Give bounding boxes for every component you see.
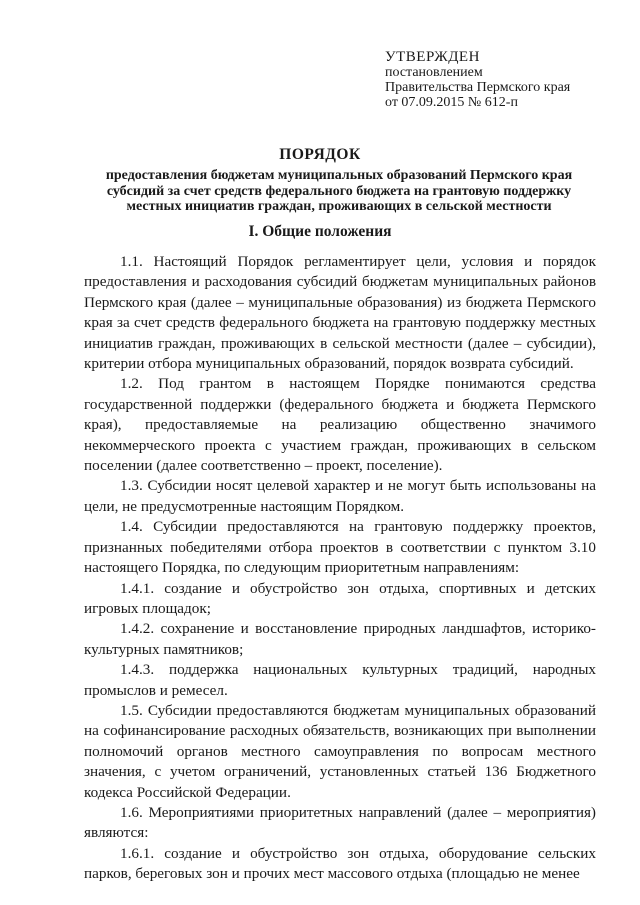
paragraph: 1.5. Субсидии предоставляются бюджетам муниципальных образований на софинансирование расходных обязательств, возникающих при выполнении полномочий органов местного самоуправления по вопросам местного значения, с учетом ограничений, установленных статьей 136 Бюджетного кодекса Российской Федерации. bbox=[84, 701, 596, 801]
approval-stamp bbox=[385, 50, 570, 110]
paragraph: 1.4.1. создание и обустройство зон отдыха, спортивных и детских игровых площадок; bbox=[84, 579, 596, 617]
approval-heading: УТВЕРЖДЕН bbox=[385, 49, 480, 65]
paragraph: 1.6. Мероприятиями приоритетных направлений (далее – мероприятия) являются: bbox=[84, 803, 596, 842]
paragraph: 1.1. Настоящий Порядок регламентирует цели, условия и порядок предоставления и расходования субсидий бюджетам муниципальных районов Пермского края (далее – муниципальные образования) из бюджета Пермского края за счет средств федерального бюджета на грантовую поддержку местных инициатив граждан, проживающих в сельской местности (далее – субсидии), критерии отбора муниципальных образований, порядок возврата субсидий. bbox=[84, 253, 596, 373]
paragraph: 1.6.1. создание и обустройство зон отдыха, оборудование сельских парков, береговых зон и прочих мест массового отдыха (площадью не менее bbox=[84, 844, 596, 883]
paragraph: 1.3. Субсидии носят целевой характер и не могут быть использованы на цели, не предусмотренные настоящим Порядком. bbox=[84, 477, 596, 515]
approval-line: постановлением bbox=[385, 65, 483, 80]
approval-line: от 07.09.2015 № 612-п bbox=[385, 95, 518, 110]
document-body bbox=[84, 252, 596, 885]
paragraph: 1.4.3. поддержка национальных культурных традиций, народных промыслов и ремесел. bbox=[84, 661, 596, 699]
section-heading: I. Общие положения bbox=[248, 223, 392, 240]
paragraph: 1.4. Субсидии предоставляются на грантовую поддержку проектов, признанных победителями отбора проектов в соответствии с пунктом 3.10 настоящего Порядка, по следующим приоритетным направлениям: bbox=[84, 518, 596, 577]
document-subtitle: предоставления бюджетам муниципальных образований Пермского края субсидий за счет средств федерального бюджета на грантовую поддержку местных инициатив граждан, проживающих в сельской местности bbox=[105, 168, 573, 214]
paragraph: 1.2. Под грантом в настоящем Порядке понимаются средства государственной поддержки (федерального бюджета и бюджета Пермского края), предоставляемые на реализацию общественно значимого некоммерческого проекта с участием граждан, проживающих в сельском поселении (далее соответственно – проект, поселение). bbox=[84, 375, 596, 475]
document-title: ПОРЯДОК bbox=[279, 146, 361, 163]
paragraph: 1.4.2. сохранение и восстановление природных ландшафтов, историко-культурных памятников; bbox=[84, 620, 596, 658]
approval-line: Правительства Пермского края bbox=[385, 80, 571, 95]
